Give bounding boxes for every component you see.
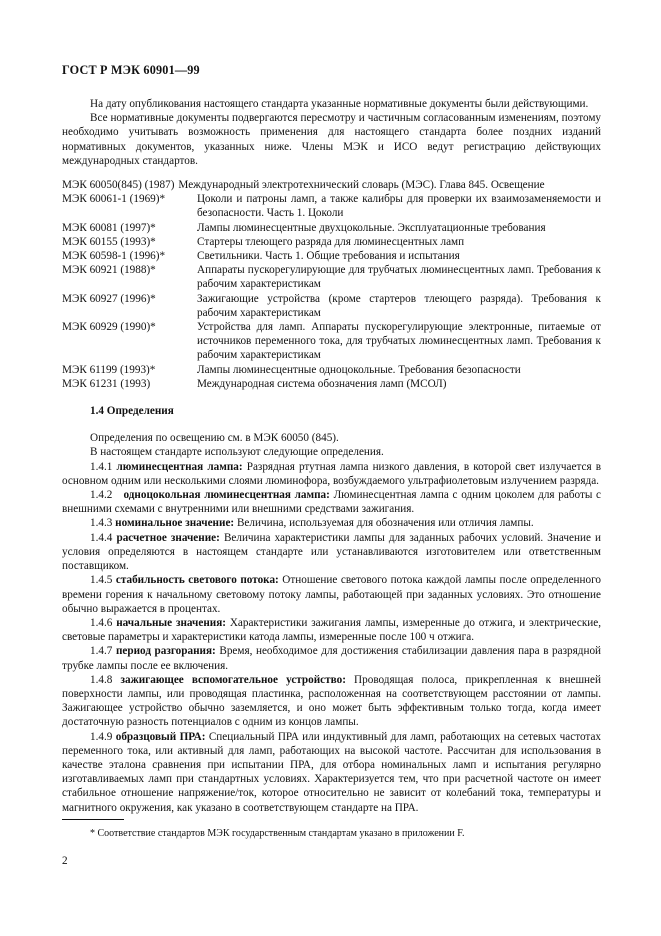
reference-title: Международный электротехнический словарь (МЭС). Глава 845. Освещение (178, 179, 545, 192)
definition-number: 1.4.3 (90, 517, 113, 530)
reference-code: МЭК 60081 (1997)* (62, 221, 156, 234)
definitions-list (62, 460, 601, 815)
footnote-rule (62, 819, 124, 820)
reference-code: МЭК 60050(845) (1987) (62, 179, 175, 192)
definition-text: Отношение светового потока каждой лампы после определенного времени горения к начальному световому потоку лампы, работающей при заданных условиях. Это отношение обычно выражается в процентах. (62, 574, 602, 615)
reference-code: МЭК 60927 (1996)* (62, 292, 156, 305)
reference-item (62, 221, 601, 235)
definition-number: 1.4.4 (90, 531, 113, 544)
definition-term: одноцокольная люминесцентная лампа: (123, 489, 330, 502)
definition-term: период разгорания: (115, 645, 216, 658)
definition-item (62, 516, 601, 530)
reference-code: МЭК 60155 (1993)* (62, 235, 156, 248)
reference-item (62, 363, 601, 377)
definition-number: 1.4.5 (90, 574, 113, 587)
definition-number: 1.4.7 (90, 645, 113, 658)
reference-list (62, 178, 601, 391)
reference-title: Международная система обозначения ламп (МСОЛ) (197, 377, 447, 390)
definition-text: Характеристики зажигания лампы, измеренные до отжига, и электрические, световые параметры и характеристики катода лампы, измеренные после 100 ч отжига. (62, 616, 602, 644)
definition-number: 1.4.9 (90, 730, 113, 743)
reference-title: Стартеры тлеющего разряда для люминесцентных ламп (197, 235, 465, 248)
intro-paragraph-1: На дату опубликования настоящего стандарта указанные нормативные документы были действующими. (90, 98, 589, 110)
definition-item (62, 673, 601, 730)
page-number: 2 (62, 855, 68, 867)
definition-number: 1.4.1 (90, 460, 113, 473)
reference-title: Устройства для ламп. Аппараты пускорегулирующие электронные, питаемые от источников переменного тока, для трубчатых люминесцентных ламп. Требования к рабочим характеристикам (197, 321, 601, 362)
reference-item (62, 235, 601, 249)
definition-text: Время, необходимое для достижения стабилизации давления пара в разрядной трубке лампы после ее включения. (62, 645, 602, 672)
reference-code: МЭК 61231 (1993) (62, 377, 151, 390)
definition-number: 1.4.2 (90, 489, 113, 502)
definition-term: зажигающее вспомогательное устройство: (120, 673, 346, 686)
definition-item (62, 730, 601, 815)
section-heading: 1.4 Определения (90, 405, 174, 418)
definition-term: стабильность светового потока: (115, 574, 279, 587)
definition-term: расчетное значение: (116, 531, 220, 544)
definition-item (62, 644, 601, 672)
reference-title: Зажигающие устройства (кроме стартеров тлеющего разряда). Требования к рабочим характеристикам (197, 292, 601, 319)
definition-text: Величина характеристики лампы для заданных рабочих условий. Значение и условия определяются в настоящем стандарте или устанавливаются изготовителем или ответственным поставщиком. (62, 531, 602, 573)
reference-item (62, 263, 601, 291)
footnote: * Соответствие стандартов МЭК государственным стандартам указано в приложении F. (90, 828, 465, 839)
reference-code: МЭК 61199 (1993)* (62, 363, 156, 376)
definition-term: начальные значения: (116, 616, 226, 629)
reference-code: МЭК 60598-1 (1996)* (62, 250, 166, 263)
definition-item (62, 488, 601, 516)
definition-text: Разрядная ртутная лампа низкого давления, в которой свет излучается в основном одним или несколькими слоями люминофора, возбуждаемого ультрафиолетовым излучением разряда. (62, 460, 602, 487)
reference-code: МЭК 60929 (1990)* (62, 321, 156, 334)
definition-text: Специальный ПРА или индуктивный для ламп, работающих на сетевых частотах переменного тока, или активный для ламп, работающих на высокой частоте. Рассчитан для использования в качестве эталона сравнения при испытании ПРА, для отбора номинальных ламп и испытания регулярно изготавливаемых ламп при стандартных условиях. Характеризуется тем, что при расчетной частоте он имеет стабильное отношение напряжение/ток, которое относительно не зависит от колебаний тока, температуры и магнитного окружения, как указано в соответствующем стандарте на ПРА. (62, 730, 602, 814)
reference-item (62, 292, 601, 320)
reference-title: Лампы люминесцентные одноцокольные. Требования безопасности (197, 363, 521, 376)
definition-text: Люминесцентная лампа с одним цоколем для работы с внешними схемами с внутренними или внешними средствами зажигания. (62, 489, 602, 516)
document-body (62, 97, 601, 815)
definition-number: 1.4.6 (90, 616, 113, 629)
reference-item (62, 192, 601, 220)
intro-paragraph-2: Все нормативные документы подвергаются пересмотру и частичным согласованным изменениям, поэтому необходимо учитывать возможность применения для настоящего стандарта более поздних изданий нормативных документов, указанных ниже. Члены МЭК и ИСО ведут регистрацию действующих международных стандартов. (62, 112, 601, 167)
definition-term: образцовый ПРА: (115, 730, 206, 743)
definition-term: номинальное значение: (115, 517, 235, 530)
definition-text: Проводящая полоса, прикрепленная к внешней поверхности лампы, или проводящая пластинка, расположенная на соответствующем расстоянии от лампы. Зажигающее устройство обычно заземляется, и оно может быть эффективным только тогда, когда имеет достаточную разность потенциалов с одним из концов лампы. (62, 673, 601, 729)
definition-item (62, 531, 601, 574)
definition-term: люминесцентная лампа: (116, 460, 243, 473)
definition-item (62, 460, 601, 488)
definition-number: 1.4.8 (90, 673, 113, 686)
reference-item (62, 320, 601, 363)
definitions-intro-2: В настоящем стандарте используют следующие определения. (90, 446, 384, 459)
reference-code: МЭК 60061-1 (1969)* (62, 193, 166, 206)
reference-title: Цоколи и патроны ламп, а также калибры для проверки их взаимозаменяемости и безопасности. Часть 1. Цоколи (197, 193, 601, 220)
reference-item (62, 249, 601, 263)
reference-title: Лампы люминесцентные двухцокольные. Эксплуатационные требования (197, 221, 546, 234)
definition-item (62, 573, 601, 616)
reference-item (62, 178, 601, 192)
definition-item (62, 616, 601, 644)
standard-header: ГОСТ Р МЭК 60901—99 (62, 63, 200, 77)
definitions-intro-1: Определения по освещению см. в МЭК 60050 (845). (90, 432, 339, 445)
reference-code: МЭК 60921 (1988)* (62, 264, 156, 277)
definition-text: Величина, используемая для обозначения или отличия лампы. (236, 517, 534, 530)
reference-title: Аппараты пускорегулирующие для трубчатых люминесцентных ламп. Требования к рабочим характеристикам (197, 264, 601, 291)
reference-title: Светильники. Часть 1. Общие требования и испытания (197, 250, 460, 263)
reference-item (62, 377, 601, 391)
